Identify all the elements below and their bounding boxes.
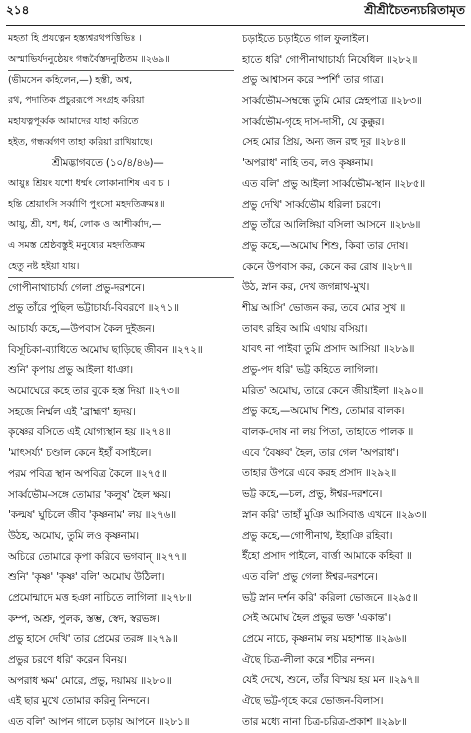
page-header [6,4,465,22]
verse-line: হেতু নষ্ট হইয়া যায়। [8,257,234,278]
verse-line: মহাযত্নপূর্ব্বক আমাদের যাহা করিতে [8,115,139,127]
verse-line: ইঁহো প্রসাদ পাইলে, বার্ত্তা আমাকে কহিবা ॥ [242,550,412,563]
verse-line: প্রভুর চরণে ধরি' করেন বিনয়। [8,654,127,667]
verse-line: পরম পবিত্র স্থান অপবিত্র কৈলে ॥২৭৫॥ [8,467,167,480]
verse-line: অচিরে তোমারে কৃপা করিবে ভগবান্ ॥২৭৭॥ [8,550,187,563]
verse-line: প্রভু আশ্বাসন করে স্পর্শি' তার গাত্র। [242,74,384,87]
verse-line: সেহ মোর প্রিয়, অন্য জন রহু দূর ॥২৮৪॥ [242,136,406,149]
verse-line: গোপীনাথাচার্য্য গেলা প্রভু-দরশনে। [8,281,145,294]
verse-line: এ সমস্ত শ্রেষ্ঠবস্তুই মনুষ্যের মহদতিক্রম [8,240,146,252]
verse-line: প্রভু কহে,—গোপীনাথ, ইহাঞি রহিবা। [242,529,393,542]
verse-line: যাবৎ না পাইবা তুমি প্রসাদ আসিয়া ॥২৮৯॥ [242,343,415,356]
verse-line: অমোঘেরে কহে তার বুকে হস্ত দিয়া ॥২৭৩॥ [8,385,180,398]
left-column [8,29,234,733]
verse-line: কম্প, অশ্রু, পুলক, স্তম্ভ, স্বেদ, স্বরভঙ্গ। [8,612,160,625]
verse-line: সেই অমোঘ হৈল প্রভুর ভক্ত 'একান্ত'। [242,612,391,625]
verse-line: ঐছে ভট্ট-গৃহে করে ভোজন-বিলাস। [242,695,384,707]
verse-line: প্রভু হাসে দেখি' তার প্রেমের তরঙ্গ ॥২৭৯॥ [8,633,178,646]
verse-line: (ভীমসেন কহিলেন,—) হস্তী, অশ্ব, [8,74,133,86]
verse-line: প্রভু কহে,—অমোঘ শিশু, তোমার বালক। [242,405,405,418]
verse-line: কৃষ্ণের বসিতে এই যোগ্যস্থান হয় ॥২৭৪॥ [8,426,171,439]
verse-line: এত বলি' আপন গালে চড়ায় আপনে ॥২৮১॥ [8,716,190,729]
verse-line: চড়াইতে চড়াইতে গাল ফুলাইল। [242,33,369,45]
verse-line: সহজে নির্ম্মল এই 'ব্রাহ্মণ' হৃদয়। [8,405,136,418]
verse-line: শ্রীমদ্ভাগবতে (১০/৪/৪৬)— [52,157,164,170]
verse-line: আয়ুঃ শ্রিয়ং যশো ধর্ম্মং লোকানাশিষ এব চ । [8,178,170,190]
verse-line: তার মধ্যে নানা চিত্র-চরিত্র-প্রকাশ ॥২৯৮॥ [242,715,407,728]
verse-line: শীঘ্র আসি' ভোজন কর, তবে মোর সুখ ॥ [242,301,406,314]
verse-line: আচার্য্য কহে,—উপবাস কৈল দুইজন। [8,323,155,336]
verse-line: অপরাধ ক্ষম' মোরে, প্রভু, দয়াময় ॥২৮০॥ [8,674,172,687]
verse-line: তাহার উপরে এবে করহ প্রসাদ ॥২৯২॥ [242,467,397,480]
verse-line: আয়ু, শ্রী, যশ, ধর্ম, লোক ও আশীর্ব্বাদ,— [8,219,162,231]
header-rule [6,25,465,26]
verse-line: ভট্ট স্নান দর্শন করি' করিলা ভোজনে ॥২৯৫॥ [242,591,418,604]
verse-line: উঠ, স্নান কর, দেখ জগন্নাথ-মুখ। [242,281,370,294]
verse-line: শুনি' 'কৃষ্ণ' 'কৃষ্ণ' বলি' অমোঘ উঠিলা। [8,571,165,584]
verse-line: অস্মাভির্যদনুষ্ঠেয়ং গন্ধর্বৈস্তদনুষ্ঠিতম ॥২৬৯॥ [8,50,234,71]
verse-line: প্রেমোন্মাদে মত্ত হঞা নাচিতে লাগিলা ॥২৭৮॥ [8,591,192,604]
verse-line: শুনি' কৃপায় প্রভু আইলা ধাঞা। [8,364,134,377]
verse-line: এত বলি' প্রভু আইলা সার্ব্বভৌম-স্থান ॥২৮৫॥ [242,177,426,190]
verse-line: ঐছে চিত্র-লীলা করে শচীর নন্দন। [242,653,375,666]
verse-line: সার্ব্বভৌম-সঙ্গে তোমার 'কলুষ' হৈল ক্ষয়। [8,488,171,501]
verse-line: সার্ব্বভৌম-সম্বন্ধে তুমি মোর স্নেহপাত্র ॥২৮৩॥ [242,95,422,108]
book-title: শ্রীশ্রীচৈতন্যচরিতামৃত [364,3,465,17]
verse-line: 'অপরাধ' নাহি তব, লও কৃষ্ণনাম। [242,157,374,170]
verse-line: ভট্ট কহে,—চল, প্রভু, ঈশ্বর-দরশনে। [242,488,383,501]
verse-line: এবে 'বৈষ্ণব' হৈল, তার গেল 'অপরাধ'। [242,446,399,459]
verse-line: প্রভু তাঁরে পুছিল ভট্টাচার্য্য-বিবরণে ॥২৭১॥ [8,302,179,315]
verse-line: হইত, গন্ধর্ব্বগণ তাহা করিয়া রাখিয়াছে। [8,136,153,148]
verse-line: কেনে উপবাস কর, কেনে কর রোষ ॥২৮৭॥ [242,260,413,273]
verse-line: প্রভু-পদ ধরি' ভট্ট কহিতে লাগিলা। [242,364,378,376]
verse-line: 'মাৎসর্য্য' চণ্ডাল কেনে ইহাঁ বসাইলে। [8,447,152,460]
verse-line: প্রভু কহে,—অমোঘ শিশু, কিবা তার দোষ। [242,239,409,252]
verse-line: 'কল্মষ' ঘুচিলে জীব 'কৃষ্ণনাম' লয় ॥২৭৬॥ [8,509,176,522]
verse-line: হন্তি শ্রেয়াংসি সর্ব্বাণি পুংসো মহদতিক্রমঃ॥ [8,198,165,210]
verse-line: যেই দেখে, শুনে, তাঁর বিস্ময় হয় মন ॥২৯৭॥ [242,674,420,687]
verse-line: এত বলি' প্রভু গেলা ঈশ্বর-দরশনে। [242,570,378,583]
verse-line: সার্ব্বভৌম-গৃহে দাস-দাসী, যে কুক্কুর। [242,115,385,128]
page-number: ২১৪ [6,3,30,17]
verse-line: এই ছার মুখে তোমার করিনু নিন্দনে। [8,695,150,708]
right-column [242,29,466,732]
verse-line: বিসূচিকা-ব্যাধিতে অমোঘ ছাড়িছে জীবন ॥২৭২॥ [8,343,203,356]
verse-line: মহতা হি প্রযত্নেন হস্ত্যশ্বরথপত্তিভিঃ । [8,33,142,44]
verse-line: বালক-দোষ না লয় পিতা, তাহাতে পালক ॥ [242,426,414,439]
verse-line: তাবৎ রহিব আমি এথায় বসিয়া। [242,322,368,335]
verse-line: রথ, পদাতিক প্রচুররূপে সংগ্রহ করিয়া [8,95,145,107]
verse-line: প্রভু তাঁরে আলিঙ্গিয়া বসিলা আসনে ॥২৮৬॥ [242,219,421,232]
verse-line: স্নান করি' তাহাঁ মুঞি আসিবাঙ এখনে ॥২৯৩॥ [242,508,427,521]
verse-line: হাতে ধরি' গোপীনাথাচার্য্য নিষেধিল ॥২৮২॥ [242,53,418,66]
verse-line: মরিত' অমোঘ, তারে কেনে জীয়াইলা ॥২৯০॥ [242,384,424,397]
verse-line: প্রেমে নাচে, কৃষ্ণনাম লয় মহাশান্ত ॥২৯৬॥ [242,632,407,645]
verse-line: উঠহ, অমোঘ, তুমি লও কৃষ্ণনাম। [8,529,139,542]
verse-line: প্রভু দেখি' সার্ব্বভৌম ধরিলা চরণে। [242,198,381,211]
